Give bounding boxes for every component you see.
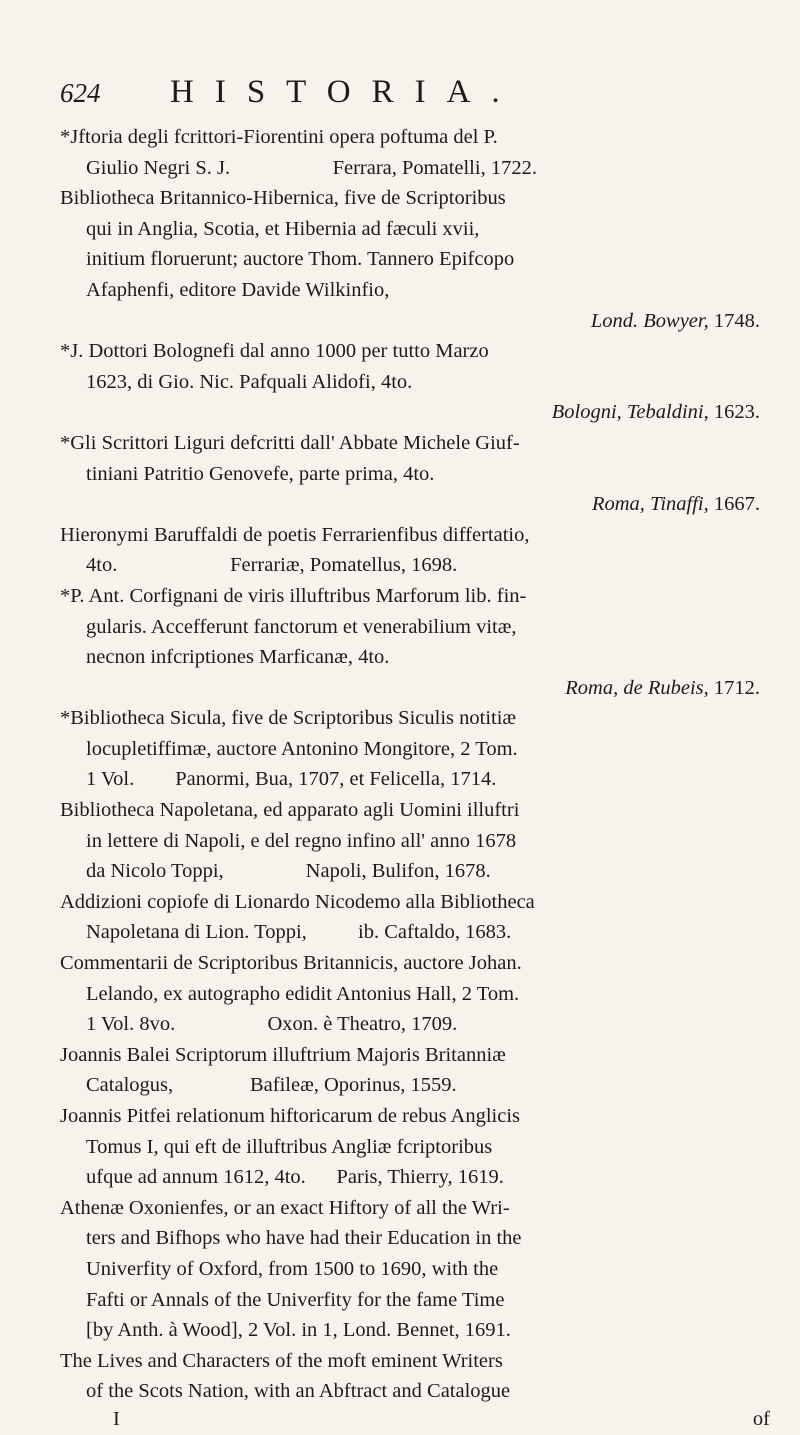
text-line: 1 Vol. Panormi, Bua, 1707, et Felicella, 1714.	[86, 768, 497, 791]
text-line: necnon infcriptiones Marficanæ, 4to.	[86, 646, 390, 669]
text-line: initium floruerunt; auctore Thom. Tannero Epifcopo	[86, 248, 515, 271]
text-line: in lettere di Napoli, e del regno infino all' anno 1678	[86, 829, 517, 852]
imprint-city: Bologni,	[551, 401, 622, 424]
page-header	[60, 74, 760, 120]
imprint-year: 1712.	[713, 676, 760, 699]
text-line: da Nicolo Toppi, Napoli, Bulifon, 1678.	[86, 860, 491, 883]
catchword: of	[752, 1408, 770, 1430]
page-footer	[60, 1404, 770, 1434]
imprint-year: 1667.	[713, 493, 760, 516]
text-line: *Gli Scrittori Liguri defcritti dall' Abbate Michele Giuf-	[60, 431, 520, 454]
text-line: *J. Dottori Bolognefi dal anno 1000 per tutto Marzo	[60, 340, 489, 363]
text-line: Napoletana di Lion. Toppi, ib. Caftaldo, 1683.	[86, 921, 512, 944]
running-title: HISTORIA.	[170, 74, 521, 110]
text-line: locupletiffimæ, auctore Antonino Mongitore, 2 Tom.	[86, 737, 518, 760]
text-line: Bibliotheca Napoletana, ed apparato agli Uomini illuftri	[60, 799, 520, 822]
text-line: *Bibliotheca Sicula, five de Scriptoribus Siculis notitiæ	[60, 707, 517, 730]
text-line: Joannis Balei Scriptorum illuftrium Majoris Britanniæ	[60, 1043, 506, 1066]
imprint-city: Roma,	[591, 493, 645, 516]
text-line: 1 Vol. 8vo. Oxon. è Theatro, 1709.	[86, 1013, 458, 1036]
imprint-printer: Tebaldini,	[626, 401, 709, 424]
imprint-year: 1623.	[713, 401, 760, 424]
text-line: gularis. Accefferunt fanctorum et venerabilium vitæ,	[86, 615, 517, 638]
text-line: Athenæ Oxonienfes, or an exact Hiftory of all the Wri-	[60, 1196, 510, 1219]
text-line: Addizioni copiofe di Lionardo Nicodemo alla Bibliotheca	[60, 890, 535, 913]
text-line: Hieronymi Baruffaldi de poetis Ferrarienfibus differtatio,	[60, 523, 530, 546]
imprint-year: 1748.	[713, 309, 760, 332]
imprint-city: Roma,	[565, 676, 619, 699]
text-line: The Lives and Characters of the moft eminent Writers	[60, 1349, 503, 1372]
text-line	[60, 397, 762, 428]
text-line	[60, 489, 762, 520]
text-line: qui in Anglia, Scotia, et Hibernia ad fæculi xvii,	[86, 217, 480, 240]
page-number: 624	[60, 78, 101, 108]
text-line: *Jftoria degli fcrittori-Fiorentini opera poftuma del P.	[60, 126, 498, 148]
text-line: ufque ad annum 1612, 4to. Paris, Thierry, 1619.	[86, 1166, 504, 1189]
imprint-printer: de Rubeis,	[623, 676, 709, 699]
text-line: Joannis Pitfei relationum hiftoricarum de rebus Anglicis	[60, 1105, 521, 1127]
text-line: Catalogus, Bafileæ, Oporinus, 1559.	[86, 1074, 457, 1097]
signature-mark: I	[113, 1408, 120, 1430]
text-line: tiniani Patritio Genovefe, parte prima, 4to.	[86, 462, 435, 485]
text-line: Bibliotheca Britannico-Hibernica, five de Scriptoribus	[60, 187, 506, 210]
imprint-city: Lond.	[590, 309, 639, 332]
imprint-printer: Tinaffi,	[650, 493, 709, 516]
text-line: Tomus I, qui eft de illuftribus Angliæ fcriptoribus	[86, 1135, 493, 1158]
text-line: 1623, di Gio. Nic. Pafquali Alidofi, 4to.	[86, 370, 413, 393]
text-line: *P. Ant. Corfignani de viris illuftribus Marforum lib. fin-	[60, 584, 527, 607]
text-line: of the Scots Nation, with an Abftract and Catalogue	[86, 1380, 511, 1403]
text-line: 4to. Ferrariæ, Pomatellus, 1698.	[86, 554, 458, 577]
text-line: Giulio Negri S. J. Ferrara, Pomatelli, 1722.	[86, 156, 537, 179]
text-line	[60, 673, 762, 704]
text-line: Lelando, ex autographo edidit Antonius Hall, 2 Tom.	[86, 982, 520, 1005]
text-line: [by Anth. à Wood], 2 Vol. in 1, Lond. Bennet, 1691.	[86, 1319, 511, 1342]
text-line: Fafti or Annals of the Univerfity for the fame Time	[86, 1288, 505, 1311]
bibliography-text	[60, 122, 762, 1407]
text-line	[60, 306, 762, 337]
text-line: Commentarii de Scriptoribus Britannicis, auctore Johan.	[60, 952, 522, 975]
text-line: ters and Bifhops who have had their Education in the	[86, 1227, 522, 1250]
imprint-printer: Bowyer,	[643, 309, 709, 332]
text-line: Afaphenfi, editore Davide Wilkinfio,	[86, 278, 390, 301]
text-line: Univerfity of Oxford, from 1500 to 1690, with the	[86, 1257, 499, 1280]
